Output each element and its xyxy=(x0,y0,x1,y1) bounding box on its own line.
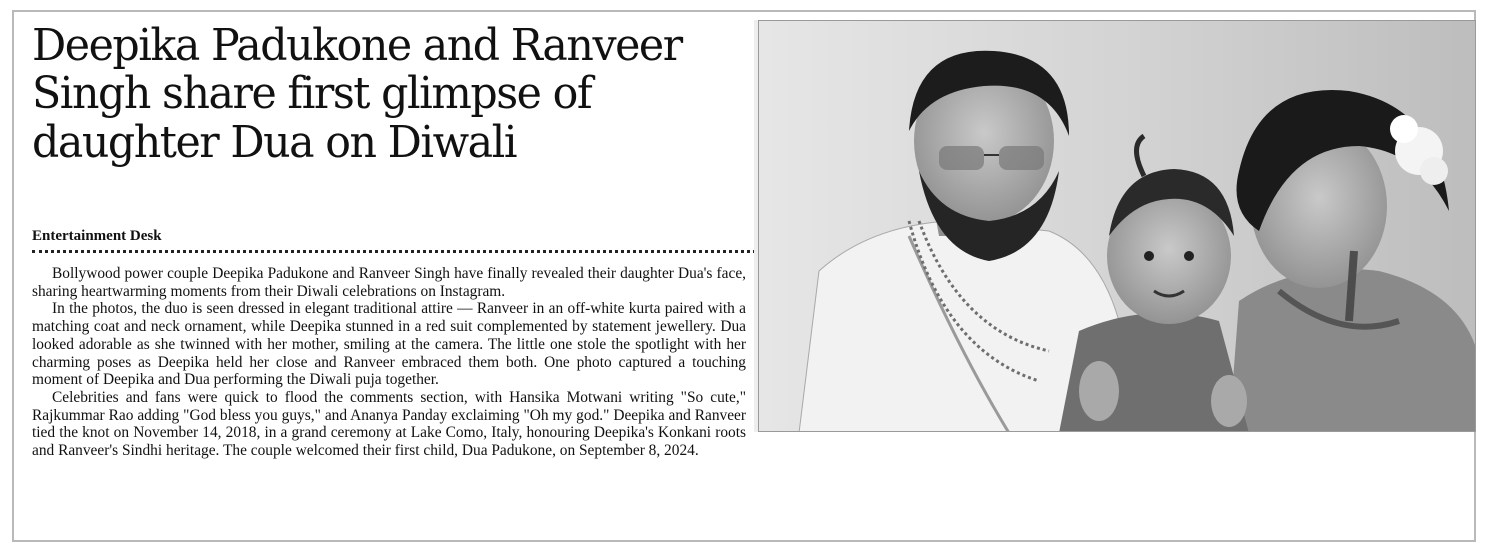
byline: Entertainment Desk xyxy=(32,228,162,244)
paragraph-3: Celebrities and fans were quick to flood the comments section, with Hansika Motwani writing "So cute," Rajkummar Rao adding "God bless you guys," and Ananya Panday exclaiming "Oh my god." Deepika and Ranveer tied the knot on November 14, 2018, in a grand ceremony at Lake Como, Italy, honouring Deepika's Konkani roots and Ranveer's Sindhi heritage. The couple welcomed their first child, Dua Padukone, on September 8, 2024. xyxy=(32,388,746,460)
headline: Deepika Padukone and Ranveer Singh share first glimpse of daughter Dua on Diwali xyxy=(32,20,682,168)
family-photo xyxy=(758,20,1476,432)
paragraph-2: In the photos, the duo is seen dressed in elegant traditional attire — Ranveer in an off-white kurta paired with a matching coat and neck ornament, while Deepika stunned in a red suit complemented by statement jewellery. Dua looked adorable as she twinned with her mother, smiling at the camera. The little one stole the spotlight with her charming poses as Deepika held her close and Ranveer embraced them both. One photo captured a touching moment of Deepika and Dua performing the Diwali puja together. xyxy=(32,300,746,389)
paragraph-1: Bollywood power couple Deepika Padukone and Ranveer Singh have finally revealed their daughter Dua's face, sharing heartwarming moments from their Diwali celebrations on Instagram. xyxy=(32,265,746,300)
dotted-divider xyxy=(32,250,756,253)
